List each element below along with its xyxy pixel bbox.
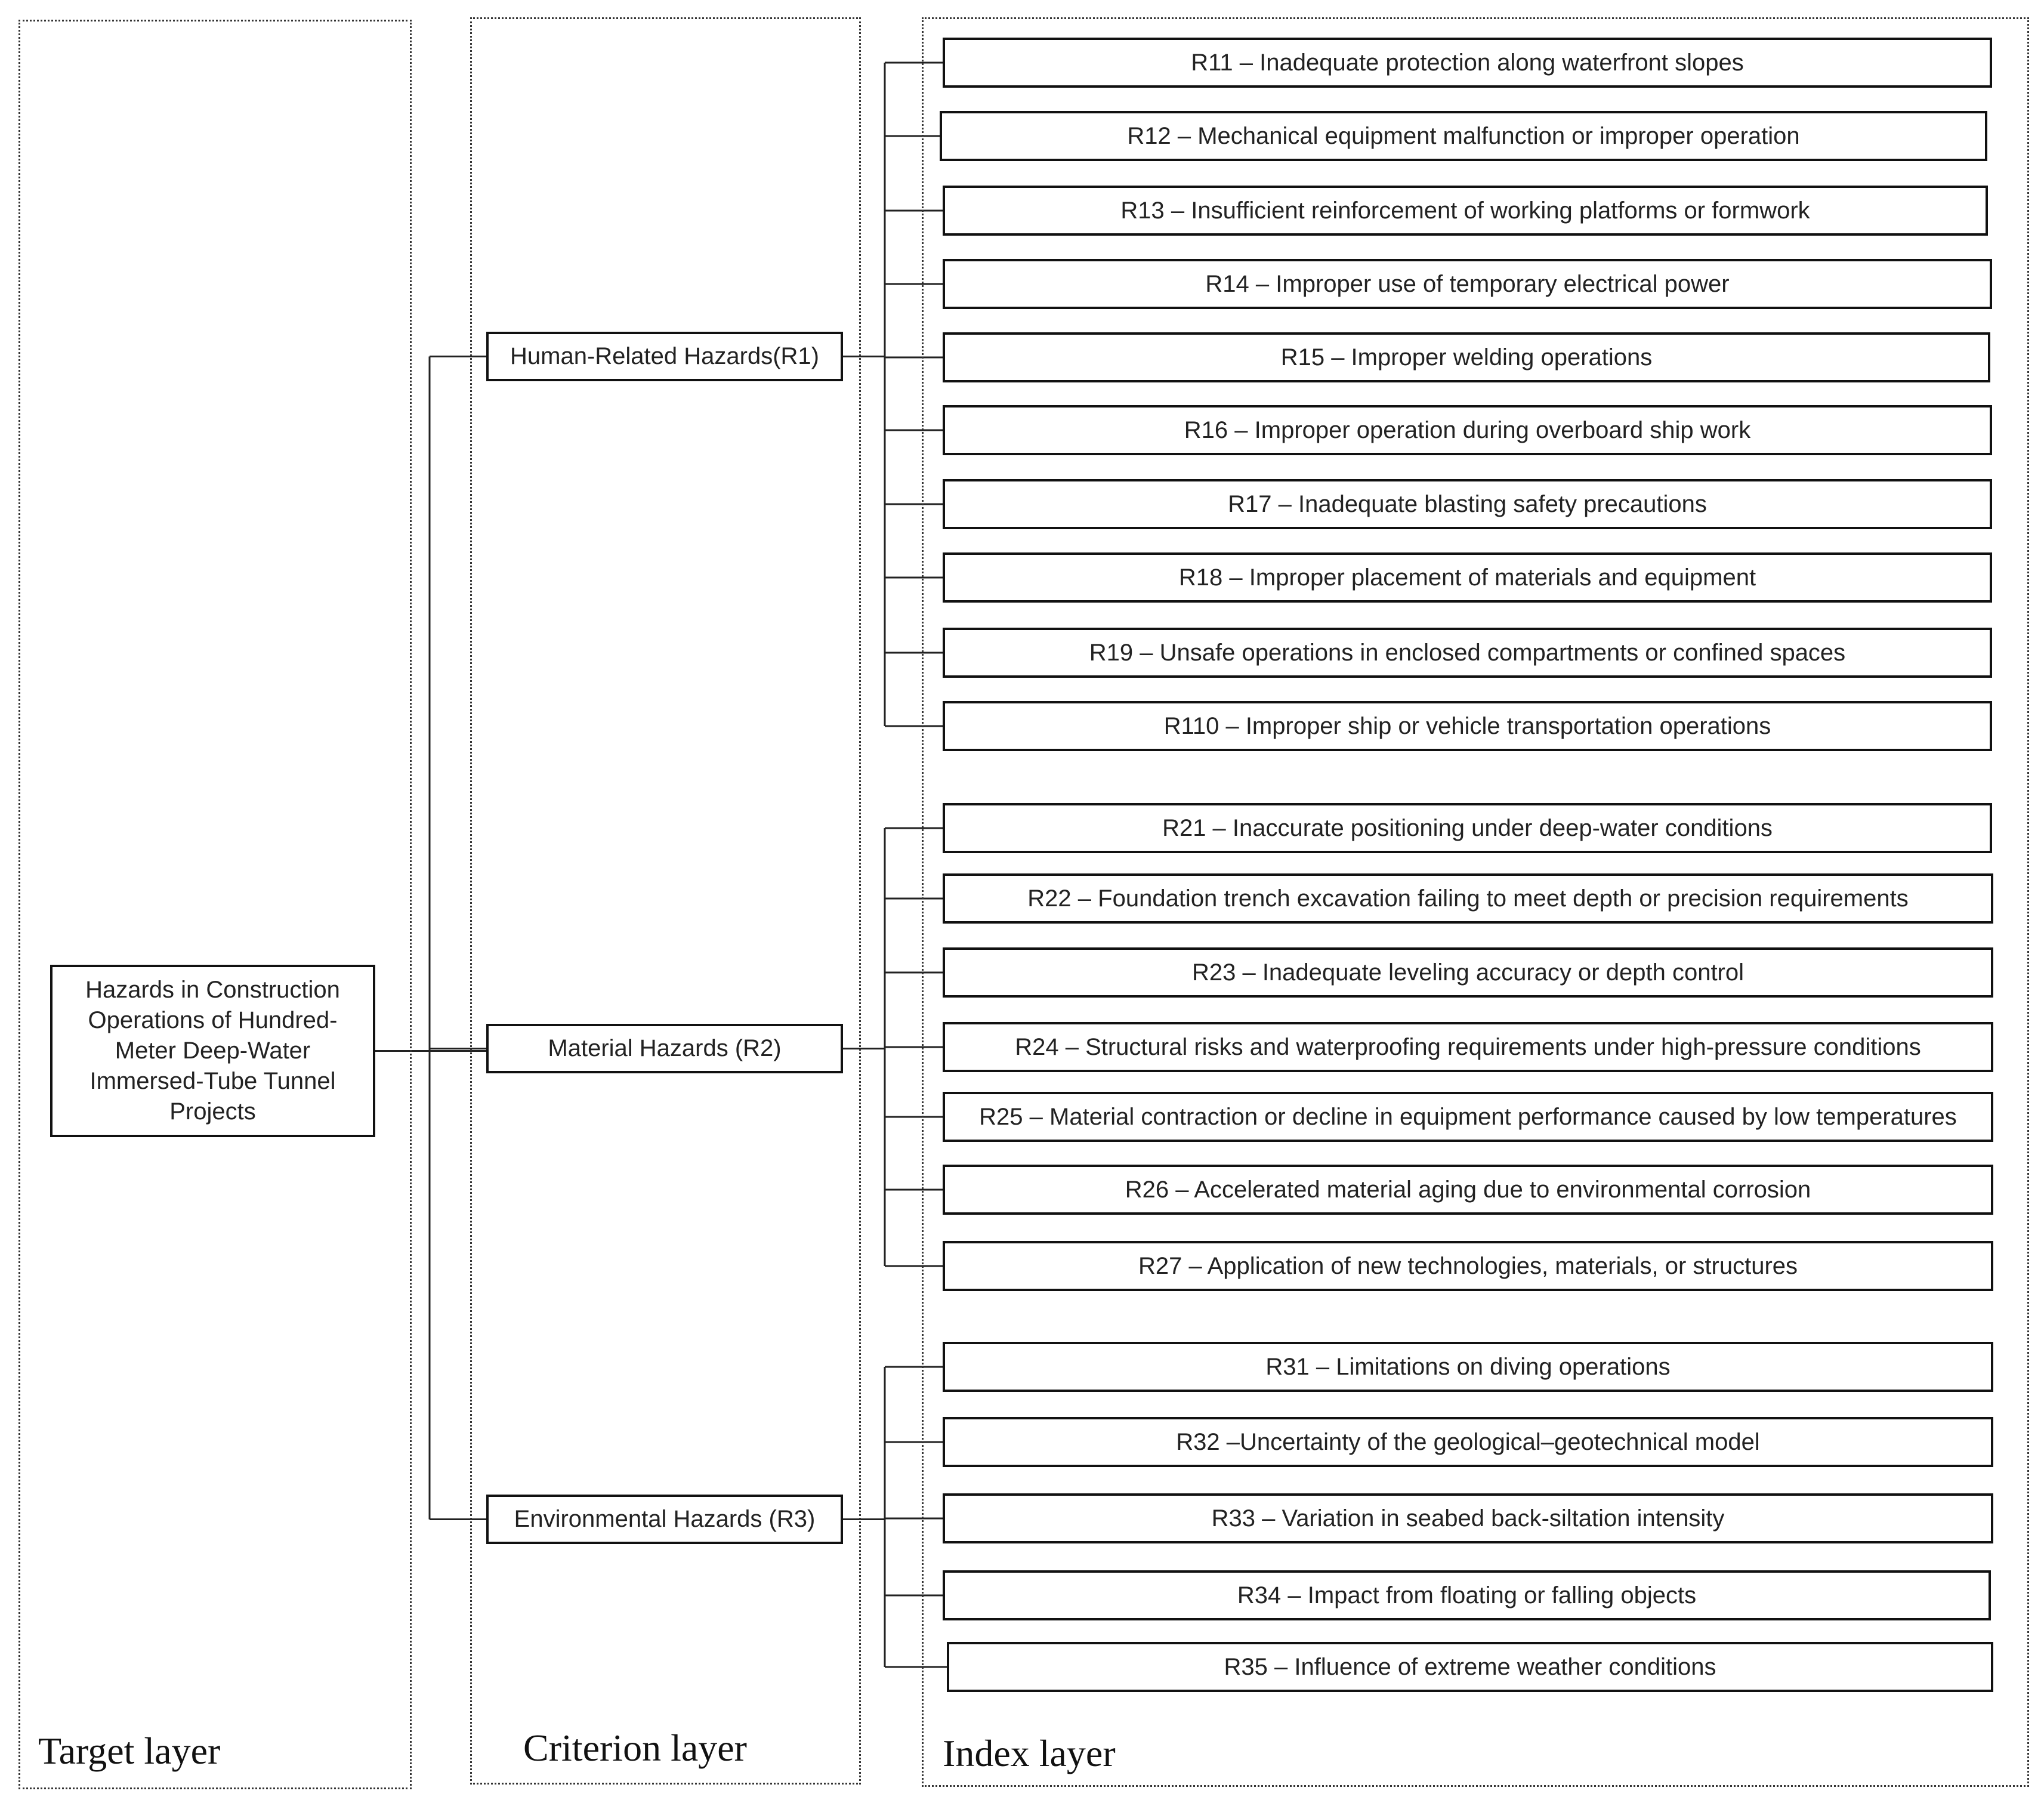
index-node-r16: R16 – Improper operation during overboard ship work <box>943 405 1992 455</box>
index-node-r15: R15 – Improper welding operations <box>943 332 1990 382</box>
index-node-r12: R12 – Mechanical equipment malfunction or improper operation <box>940 111 1987 161</box>
index-node-r22: R22 – Foundation trench excavation failing to meet depth or precision requirements <box>943 873 1993 924</box>
index-node-r25: R25 – Material contraction or decline in equipment performance caused by low temperatures <box>943 1092 1993 1142</box>
index-node-r17: R17 – Inadequate blasting safety precautions <box>943 479 1992 529</box>
index-node-r19: R19 – Unsafe operations in enclosed compartments or confined spaces <box>943 628 1992 678</box>
index-node-r11: R11 – Inadequate protection along waterfront slopes <box>943 38 1992 88</box>
target-layer-frame <box>18 20 412 1789</box>
index-node-r27: R27 – Application of new technologies, materials, or structures <box>943 1241 1993 1291</box>
criterion-node-r2: Material Hazards (R2) <box>486 1024 843 1073</box>
index-node-r18: R18 – Improper placement of materials and equipment <box>943 552 1992 603</box>
criterion-node-r1: Human-Related Hazards(R1) <box>486 332 843 381</box>
goal-node: Hazards in Construction Operations of Hundred-Meter Deep-Water Immersed-Tube Tunnel Projects <box>50 965 375 1137</box>
index-node-r32: R32 –Uncertainty of the geological–geotechnical model <box>943 1417 1993 1467</box>
index-node-r33: R33 – Variation in seabed back-siltation intensity <box>943 1493 1993 1543</box>
index-layer-label: Index layer <box>943 1732 1116 1774</box>
index-node-r14: R14 – Improper use of temporary electrical power <box>943 259 1992 309</box>
index-node-r34: R34 – Impact from floating or falling objects <box>943 1570 1991 1620</box>
index-node-r31: R31 – Limitations on diving operations <box>943 1342 1993 1392</box>
index-node-r35: R35 – Influence of extreme weather conditions <box>947 1642 1993 1692</box>
index-node-r24: R24 – Structural risks and waterproofing requirements under high-pressure conditions <box>943 1022 1993 1072</box>
index-node-r13: R13 – Insufficient reinforcement of working platforms or formwork <box>943 186 1988 236</box>
index-node-r110: R110 – Improper ship or vehicle transportation operations <box>943 701 1992 751</box>
criterion-node-r3: Environmental Hazards (R3) <box>486 1495 843 1544</box>
index-node-r23: R23 – Inadequate leveling accuracy or depth control <box>943 947 1993 998</box>
index-node-r21: R21 – Inaccurate positioning under deep-water conditions <box>943 803 1992 853</box>
index-node-r26: R26 – Accelerated material aging due to environmental corrosion <box>943 1165 1993 1215</box>
criterion-layer-label: Criterion layer <box>523 1727 747 1769</box>
target-layer-label: Target layer <box>38 1730 221 1772</box>
